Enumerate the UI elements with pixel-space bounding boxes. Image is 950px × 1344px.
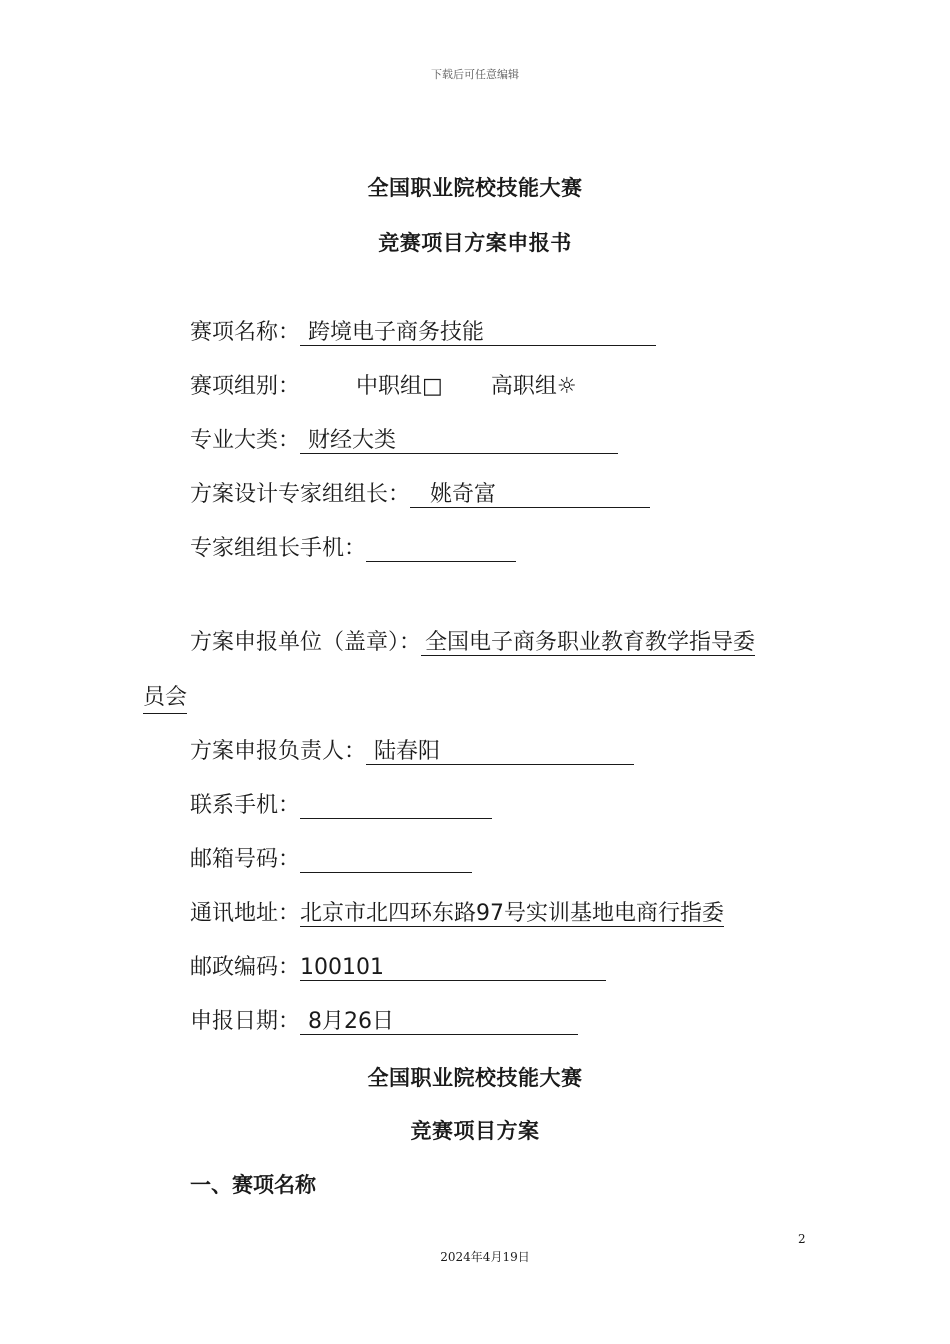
- contact-phone-label: 联系手机：: [190, 793, 301, 818]
- apply-date-label: 申报日期：: [190, 1009, 301, 1034]
- email-value[interactable]: [300, 848, 472, 873]
- section-heading-event-name: 一、赛项名称: [190, 1173, 316, 1197]
- leader-phone-value[interactable]: [366, 537, 516, 562]
- leader-phone-label: 专家组组长手机：: [190, 536, 367, 561]
- group-option-higher[interactable]: 高职组☼: [490, 374, 577, 399]
- apply-date-value[interactable]: 8月26日: [300, 1010, 578, 1035]
- header-note: 下载后可任意编辑: [431, 68, 519, 81]
- field-major-category: [190, 426, 618, 456]
- address-value[interactable]: 北京市北四环东路97号实训基地电商行指委: [300, 901, 725, 926]
- page-number: 2: [798, 1232, 806, 1246]
- applicant-unit-label: 方案申报单位（盖章）：: [190, 630, 422, 655]
- group-option-secondary[interactable]: 中职组□: [356, 374, 443, 399]
- plan-title-line2: 竞赛项目方案: [410, 1119, 540, 1143]
- expert-leader-label: 方案设计专家组组长：: [190, 482, 411, 507]
- email-label: 邮箱号码：: [190, 847, 301, 872]
- field-postal-code: [190, 953, 606, 983]
- field-apply-date: [190, 1007, 578, 1037]
- expert-leader-value[interactable]: 姚奇富: [410, 483, 650, 508]
- field-applicant-unit: [190, 628, 755, 658]
- postal-code-label: 邮政编码：: [190, 955, 301, 980]
- address-label: 通讯地址：: [190, 901, 301, 926]
- event-group-label: 赛项组别：: [190, 374, 301, 399]
- field-address: [190, 899, 724, 929]
- major-category-value[interactable]: 财经大类: [300, 429, 618, 454]
- event-name-label: 赛项名称：: [190, 320, 301, 345]
- responsible-person-label: 方案申报负责人：: [190, 739, 367, 764]
- field-event-group: [190, 372, 577, 402]
- field-expert-leader: [190, 480, 650, 510]
- field-responsible-person: [190, 737, 634, 767]
- field-email: [190, 845, 472, 875]
- major-category-label: 专业大类：: [190, 428, 301, 453]
- cover-title-line1: 全国职业院校技能大赛: [367, 176, 583, 200]
- event-name-value[interactable]: 跨境电子商务技能: [300, 321, 656, 346]
- postal-code-value[interactable]: 100101: [300, 956, 606, 981]
- footer-date: 2024年4月19日: [440, 1250, 530, 1264]
- plan-title-line1: 全国职业院校技能大赛: [367, 1066, 583, 1090]
- cover-title-line2: 竞赛项目方案申报书: [378, 231, 572, 255]
- responsible-person-value[interactable]: 陆春阳: [366, 740, 634, 765]
- field-event-name: [190, 318, 656, 348]
- applicant-unit-value[interactable]: 全国电子商务职业教育教学指导委: [421, 631, 755, 656]
- field-leader-phone: [190, 534, 516, 564]
- contact-phone-value[interactable]: [300, 794, 492, 819]
- applicant-unit-value-cont: 员会: [143, 683, 187, 714]
- field-contact-phone: [190, 791, 492, 821]
